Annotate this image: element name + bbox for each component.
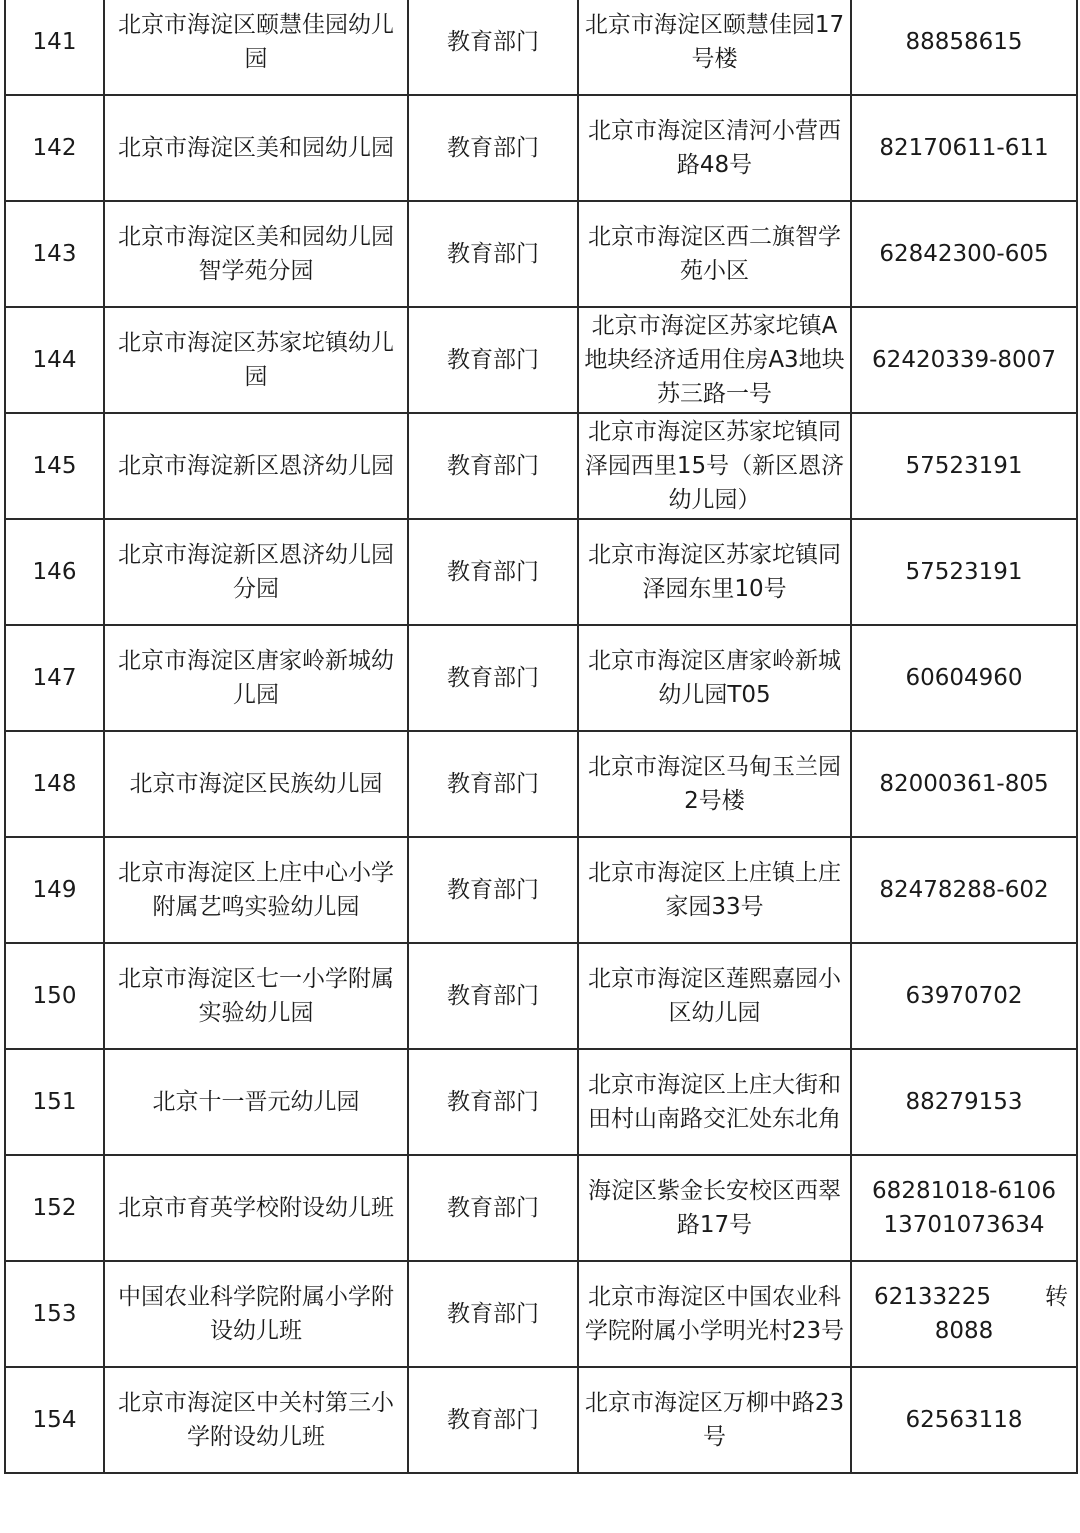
row-number: 154 <box>5 1367 104 1473</box>
row-number: 150 <box>5 943 104 1049</box>
table-row <box>5 731 1077 837</box>
department: 教育部门 <box>408 1049 578 1155</box>
department: 教育部门 <box>408 95 578 201</box>
kindergarten-name: 北京市海淀新区恩济幼儿园 <box>104 413 408 519</box>
phone-number: 82170611-611 <box>879 135 1049 161</box>
address: 北京市海淀区颐慧佳园17号楼 <box>578 0 851 95</box>
phone-number: 62133225 <box>874 1284 992 1310</box>
row-number: 149 <box>5 837 104 943</box>
row-number: 142 <box>5 95 104 201</box>
department: 教育部门 <box>408 519 578 625</box>
row-number: 147 <box>5 625 104 731</box>
phone <box>851 201 1077 307</box>
phone <box>851 731 1077 837</box>
phone-number: 63970702 <box>905 983 1023 1009</box>
phone <box>851 1261 1077 1367</box>
row-number: 145 <box>5 413 104 519</box>
department: 教育部门 <box>408 1155 578 1261</box>
phone <box>851 307 1077 413</box>
address: 北京市海淀区莲熙嘉园小区幼儿园 <box>578 943 851 1049</box>
department: 教育部门 <box>408 1367 578 1473</box>
table-row <box>5 95 1077 201</box>
address: 北京市海淀区万柳中路23号 <box>578 1367 851 1473</box>
address: 北京市海淀区西二旗智学苑小区 <box>578 201 851 307</box>
kindergarten-name: 北京市育英学校附设幼儿班 <box>104 1155 408 1261</box>
phone-line-main <box>854 1280 1074 1314</box>
kindergarten-name: 北京十一晋元幼儿园 <box>104 1049 408 1155</box>
table-row <box>5 1155 1077 1261</box>
row-number: 148 <box>5 731 104 837</box>
phone <box>851 519 1077 625</box>
phone <box>851 625 1077 731</box>
table-body <box>5 0 1077 1473</box>
kindergarten-name: 中国农业科学院附属小学附设幼儿班 <box>104 1261 408 1367</box>
phone <box>851 1367 1077 1473</box>
department: 教育部门 <box>408 201 578 307</box>
kindergarten-name: 北京市海淀新区恩济幼儿园分园 <box>104 519 408 625</box>
phone-number: 68281018-6106 <box>872 1178 1056 1204</box>
department: 教育部门 <box>408 943 578 1049</box>
phone <box>851 837 1077 943</box>
department: 教育部门 <box>408 307 578 413</box>
phone-number: 62563118 <box>905 1407 1023 1433</box>
row-number: 152 <box>5 1155 104 1261</box>
phone <box>851 1155 1077 1261</box>
kindergarten-name: 北京市海淀区唐家岭新城幼儿园 <box>104 625 408 731</box>
row-number: 151 <box>5 1049 104 1155</box>
department: 教育部门 <box>408 731 578 837</box>
phone-extension-word: 转 <box>1045 1284 1068 1310</box>
kindergarten-name: 北京市海淀区苏家坨镇幼儿园 <box>104 307 408 413</box>
address: 北京市海淀区唐家岭新城幼儿园T05 <box>578 625 851 731</box>
phone-number: 62842300-605 <box>879 241 1049 267</box>
phone <box>851 1049 1077 1155</box>
table-row <box>5 307 1077 413</box>
phone-number: 57523191 <box>905 453 1023 479</box>
address: 北京市海淀区上庄大街和田村山南路交汇处东北角 <box>578 1049 851 1155</box>
table-row <box>5 201 1077 307</box>
kindergarten-name: 北京市海淀区美和园幼儿园 <box>104 95 408 201</box>
table-row <box>5 1367 1077 1473</box>
table-row <box>5 519 1077 625</box>
table-row <box>5 413 1077 519</box>
department: 教育部门 <box>408 837 578 943</box>
phone-number: 62420339-8007 <box>872 347 1056 373</box>
department: 教育部门 <box>408 625 578 731</box>
table-row <box>5 0 1077 95</box>
phone-extension: 8088 <box>934 1318 994 1344</box>
phone-number: 82000361-805 <box>879 771 1049 797</box>
table-row <box>5 1049 1077 1155</box>
kindergarten-name: 北京市海淀区七一小学附属实验幼儿园 <box>104 943 408 1049</box>
table-row <box>5 1261 1077 1367</box>
address: 北京市海淀区马甸玉兰园2号楼 <box>578 731 851 837</box>
kindergarten-name: 北京市海淀区民族幼儿园 <box>104 731 408 837</box>
row-number: 144 <box>5 307 104 413</box>
department: 教育部门 <box>408 0 578 95</box>
address: 北京市海淀区苏家坨镇同泽园东里10号 <box>578 519 851 625</box>
phone-number: 60604960 <box>905 665 1023 691</box>
kindergarten-name: 北京市海淀区中关村第三小学附设幼儿班 <box>104 1367 408 1473</box>
phone <box>851 95 1077 201</box>
phone-number-mobile: 13701073634 <box>883 1212 1045 1238</box>
row-number: 143 <box>5 201 104 307</box>
department: 教育部门 <box>408 413 578 519</box>
address: 北京市海淀区清河小营西路48号 <box>578 95 851 201</box>
address: 北京市海淀区上庄镇上庄家园33号 <box>578 837 851 943</box>
phone-number: 88279153 <box>905 1089 1023 1115</box>
kindergarten-name: 北京市海淀区颐慧佳园幼儿园 <box>104 0 408 95</box>
table-row <box>5 943 1077 1049</box>
row-number: 153 <box>5 1261 104 1367</box>
phone-number: 88858615 <box>905 29 1023 55</box>
department: 教育部门 <box>408 1261 578 1367</box>
phone <box>851 943 1077 1049</box>
address: 北京市海淀区苏家坨镇A地块经济适用住房A3地块苏三路一号 <box>578 307 851 413</box>
table-row <box>5 837 1077 943</box>
address: 海淀区紫金长安校区西翠路17号 <box>578 1155 851 1261</box>
phone-number: 82478288-602 <box>879 877 1049 903</box>
kindergarten-name: 北京市海淀区上庄中心小学附属艺鸣实验幼儿园 <box>104 837 408 943</box>
phone <box>851 0 1077 95</box>
phone-number: 57523191 <box>905 559 1023 585</box>
phone <box>851 413 1077 519</box>
address: 北京市海淀区中国农业科学院附属小学明光村23号 <box>578 1261 851 1367</box>
table-row <box>5 625 1077 731</box>
address: 北京市海淀区苏家坨镇同泽园西里15号（新区恩济幼儿园） <box>578 413 851 519</box>
kindergarten-table <box>4 0 1078 1474</box>
row-number: 146 <box>5 519 104 625</box>
row-number: 141 <box>5 0 104 95</box>
kindergarten-name: 北京市海淀区美和园幼儿园智学苑分园 <box>104 201 408 307</box>
